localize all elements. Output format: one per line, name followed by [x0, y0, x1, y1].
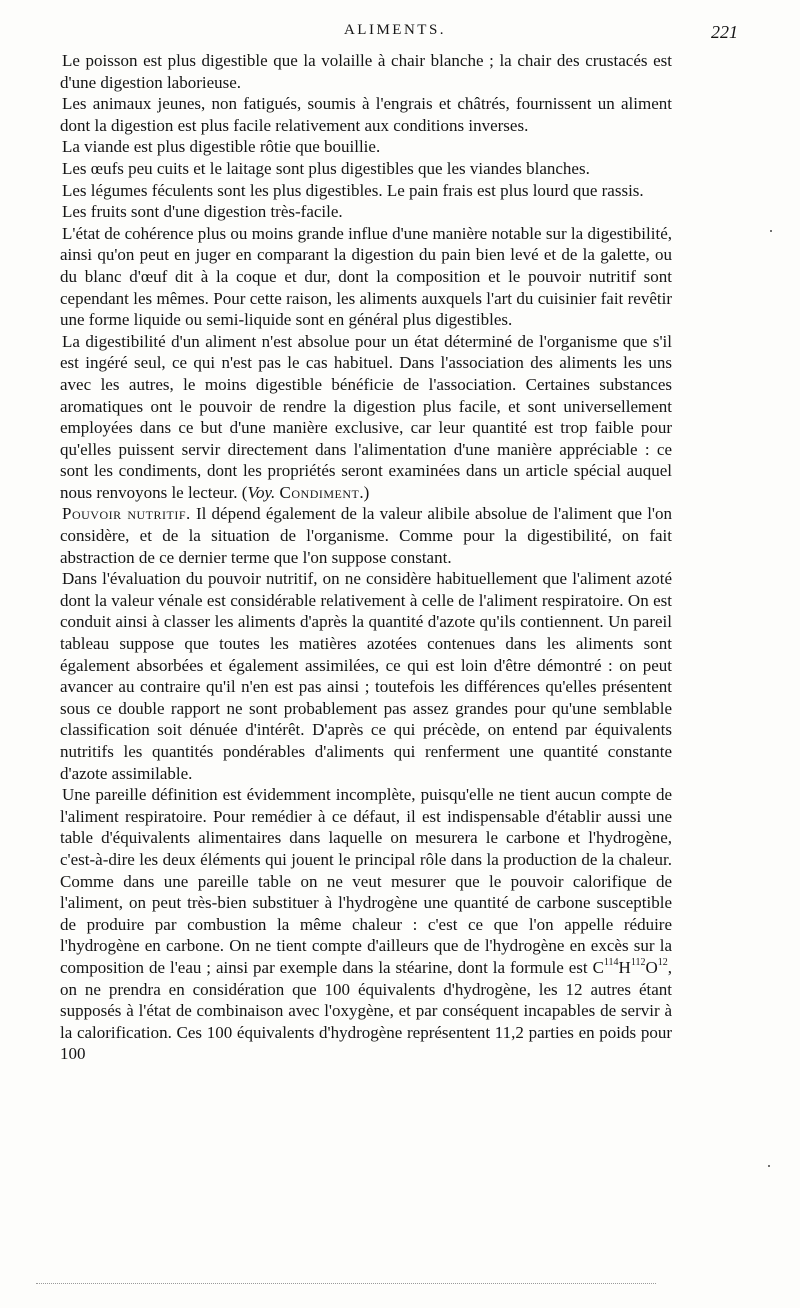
cross-reference-voy: Voy.: [247, 482, 276, 502]
paragraph-pouvoir-nutritif: [60, 503, 672, 568]
scan-speck: [770, 230, 772, 232]
paragraph-text: Il dépend également de la valeur alibile absolue de l'aliment que l'on considère, et de la situation de l'organisme. Comme pour la digestibilité, on fait abstraction de ce dernier terme que l'on suppose constant.: [60, 504, 672, 567]
paragraph-text: , on ne prendra en considération que 100 équivalents d'hydrogène, les 12 autres étant supposés à l'état de combinaison avec l'oxygène, et par conséquent incapables de servir à la calorification. Ces 100 équivalents d'hydrogène représentent 11,2 parties en poids pour 100: [60, 957, 672, 1064]
paragraph-equivalents: [60, 784, 672, 1065]
running-head: ALIMENTS.: [343, 22, 447, 38]
paragraph: La viande est plus digestible rôtie que bouillie.: [62, 137, 381, 157]
scan-speck: [768, 1165, 770, 1167]
paragraph: L'état de cohérence plus ou moins grande influe d'une manière notable sur la digestibilité, ainsi qu'on peut en juger en comparant la digestion du pain bien levé et de la galette, ou du blanc d'œuf dit à la coque et dur, dont la composition et le pouvoir nutritif sont cependant les mêmes. Pour cette raison, les aliments auxquels l'art du cuisinier fait revêtir une forme liquide ou semi-liquide sont en général plus digestibles.: [60, 223, 672, 330]
cross-reference-condiment: Condiment: [279, 482, 360, 502]
section-lead: Pouvoir nutritif.: [62, 504, 191, 524]
paragraph: Dans l'évaluation du pouvoir nutritif, on ne considère habituellement que l'aliment azoté dont la valeur vénale est considérable relativement à celle de l'aliment respiratoire. On est conduit ainsi à classer les aliments d'après la quantité d'azote qu'ils contiennent. Un pareil tableau suppose que toutes les matières azotées contenues dans les aliments sont également absorbées et également assimilées, ce qui est loin d'être démontré : on peut avancer au contraire qu'il n'en est pas ainsi ; toutefois les différences qu'elles présentent sous ce double rapport ne sont probablement pas assez grandes pour qu'une semblable classification soit dénuée d'intérêt. D'après ce qui précède, on entend par équivalents nutritifs les quantités pondérables d'aliments qui renferment une quantité constante d'azote assimilable.: [60, 569, 672, 783]
paragraph: Les animaux jeunes, non fatigués, soumis à l'engrais et châtrés, fournissent un aliment dont la digestion est plus facile relativement aux conditions inverses.: [60, 94, 672, 135]
page-header: [52, 22, 738, 48]
paragraph-text: .): [359, 482, 370, 502]
paragraph: Le poisson est plus digestible que la volaille à chair blanche ; la chair des crustacés est d'une digestion laborieuse.: [60, 51, 672, 92]
page-number: 221: [711, 22, 738, 42]
paragraph: Les œufs peu cuits et le laitage sont plus digestibles que les viandes blanches.: [62, 158, 590, 178]
paragraph: Les légumes féculents sont les plus digestibles. Le pain frais est plus lourd que rassis.: [62, 180, 644, 200]
paragraph-text: La digestibilité d'un aliment n'est absolue pour un état déterminé de l'organisme que s'il est ingéré seul, ce qui n'est pas le cas habituel. Dans l'association des aliments les uns avec les autres, le moins digestible bénéficie de l'association. Certaines substances aromatiques ont le pouvoir de rendre la digestion plus facile, et sont universellement employées dans ce but d'une manière exclusive, car leur quantité est trop faible pour qu'elles puissent servir directement dans l'alimentation d'une manière appréciable : ce sont les condiments, dont les propriétés seront examinées dans un article spécial auquel nous renvoyons le lecteur. (: [60, 331, 672, 502]
footer-dotted-rule: [36, 1283, 656, 1284]
paragraph: Les fruits sont d'une digestion très-facile.: [62, 202, 343, 222]
page-body: [60, 50, 672, 1065]
paragraph-digestibility: [60, 331, 672, 504]
paragraph-text: Une pareille définition est évidemment incomplète, puisqu'elle ne tient aucun compte de l'aliment respiratoire. Pour remédier à ce défaut, il est indispensable d'établir aussi une table d'équivalents alimentaires dans laquelle on mesurera le carbone et l'hydrogène, c'est-à-dire les deux éléments qui jouent le principal rôle dans la production de la chaleur. Comme dans une pareille table on ne veut mesurer que le pouvoir calorifique de l'aliment, on peut très-bien substituer à l'hydrogène une quantité de carbone susceptible de produire par combustion la même chaleur : c'est ce que l'on appelle réduire l'hydrogène en carbone. On ne tient compte d'ailleurs que de l'hydrogène en excès sur la composition de l'eau ; ainsi par exemple dans la stéarine, dont la formule est: [60, 785, 672, 977]
chemical-formula: $C^{114}H^{112}O^{12}$: [592, 957, 668, 977]
